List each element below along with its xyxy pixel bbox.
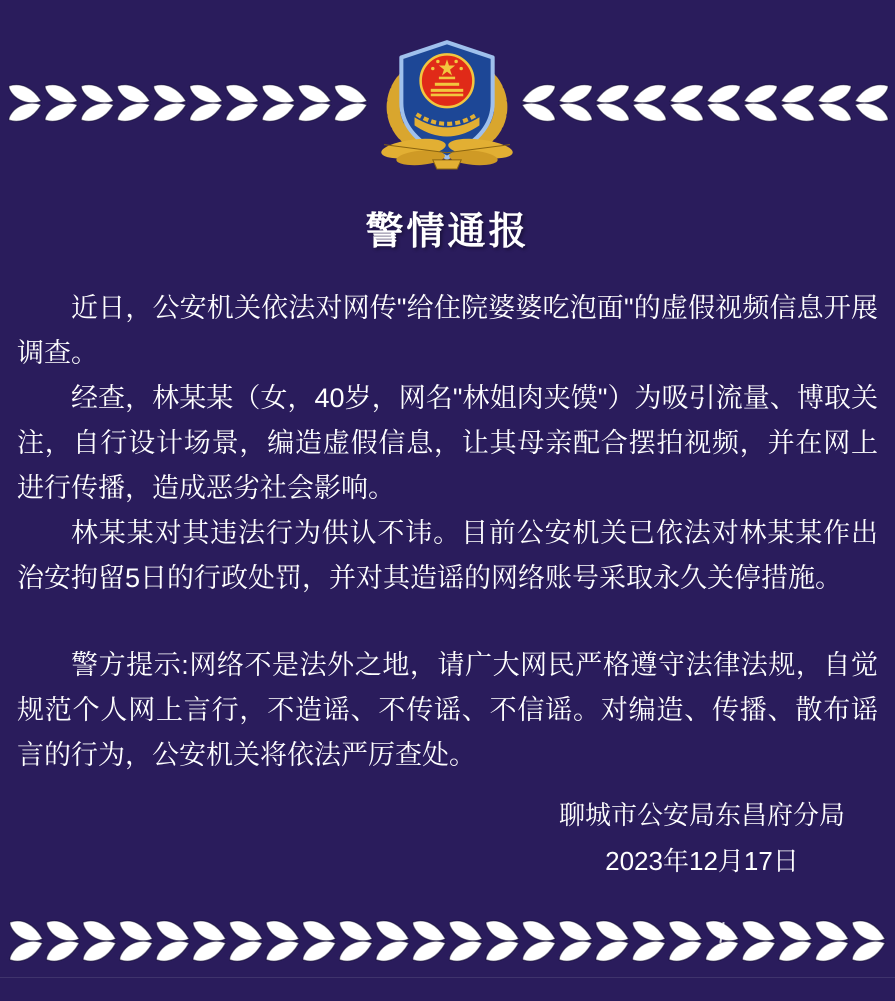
chevron-leaf-icon <box>521 84 889 122</box>
footer-hairline <box>0 977 895 978</box>
signature-date: 2023年12月17日 <box>605 846 799 876</box>
signature-block <box>559 792 845 884</box>
chevron-band-bottom <box>9 920 886 962</box>
chevron-leaf-icon <box>8 84 368 122</box>
police-badge-icon <box>369 30 525 170</box>
paragraph-punishment: 林某某对其违法行为供认不讳。目前公安机关已依法对林某某作出治安拘留5日的行政处罚，并对其造谣的网络账号采取永久关停措施。 <box>17 518 878 593</box>
page-title: 警情通报 <box>365 211 530 253</box>
signature-agency: 聊城市公安局东昌府分局 <box>558 800 845 830</box>
chevron-band-top-left <box>8 84 368 122</box>
chevron-band-top-right <box>521 84 889 122</box>
paragraph-findings: 经查，林某某（女，40岁，网名"林姐肉夹馍"）为吸引流量、博取关注，自行设计场景，编造虚假信息，让其母亲配合摆拍视频，并在网上进行传播，造成恶劣社会影响。 <box>17 383 878 503</box>
paragraph-investigation: 近日，公安机关依法对网传"给住院婆婆吃泡面"的虚假视频信息开展调查。 <box>17 293 878 368</box>
notice-body <box>17 286 878 778</box>
chevron-leaf-icon <box>9 920 886 962</box>
paragraph-police-tip: 警方提示:网络不是法外之地，请广大网民严格遵守法律法规，自觉规范个人网上言行，不造谣、不传谣、不信谣。对编造、传播、散布谣言的行为，公安机关将依法严厉查处。 <box>17 650 878 770</box>
